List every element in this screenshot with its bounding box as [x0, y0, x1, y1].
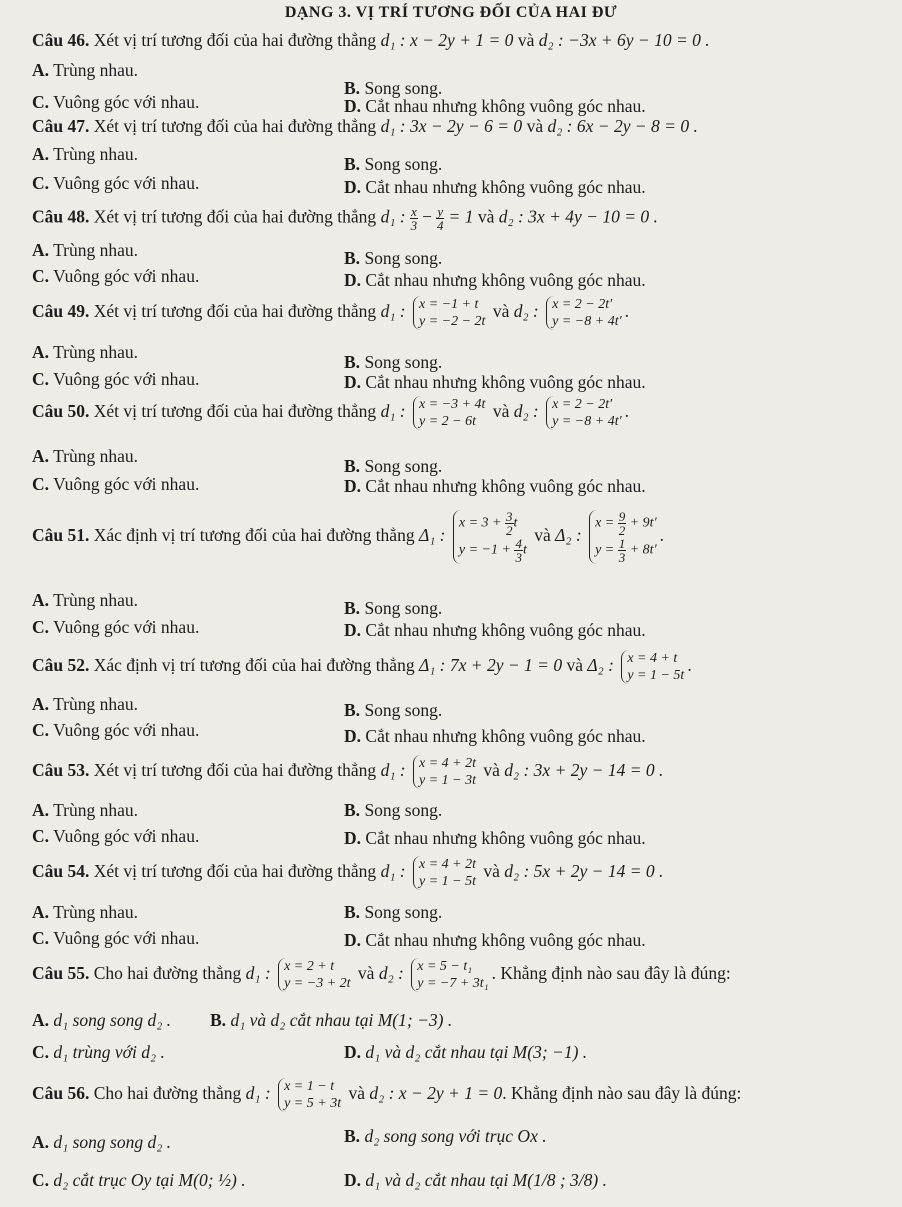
q47-option-c: C. Vuông góc với nhau. — [32, 173, 200, 193]
q46-option-d: D. Cắt nhau nhưng không vuông góc nhau. — [344, 96, 646, 116]
q51-option-b: B. Song song. — [344, 598, 443, 618]
q49-option-a: A. Trùng nhau. — [32, 342, 138, 362]
q56-option-c: C. d₂ cắt trục Oy tại M(0; ½) . — [32, 1170, 246, 1190]
q49-option-d: D. Cắt nhau nhưng không vuông góc nhau. — [344, 372, 646, 392]
q52-option-c: C. Vuông góc với nhau. — [32, 720, 200, 740]
question-50: Câu 50. Xét vị trí tương đối của hai đường thẳng d₁ : x = −3 + 4t y = 2 − 6t và d₂ : x = 2 − 2t′ y = −8 + 4t′. — [32, 397, 630, 429]
question-52: Câu 52. Xác định vị trí tương đối của hai đường thẳng Δ₁ : 7x + 2y − 1 = 0 và Δ₂ : x = 4 + t y = 1 − 5t. — [32, 651, 692, 683]
question-48: Câu 48. Xét vị trí tương đối của hai đường thẳng d₁ : $\frac{x}{3}$ − $\frac{y}{4}$ = 1 và d₂ : 3x + 4y − 10 = 0 . — [32, 204, 658, 233]
section-header: DẠNG 3. VỊ TRÍ TƯƠNG ĐỐI CỦA HAI ĐƯ — [284, 4, 618, 21]
q48-option-a: A. Trùng nhau. — [32, 240, 138, 260]
q54-option-c: C. Vuông góc với nhau. — [32, 928, 200, 948]
q50-option-c: C. Vuông góc với nhau. — [32, 474, 200, 494]
q50-option-d: D. Cắt nhau nhưng không vuông góc nhau. — [344, 476, 646, 496]
q53-option-b: B. Song song. — [344, 800, 443, 820]
question-54: Câu 54. Xét vị trí tương đối của hai đường thẳng d₁ : x = 4 + 2t y = 1 − 5t và d₂ : 5x + 2y − 14 = 0 . — [32, 857, 664, 889]
q50-option-a: A. Trùng nhau. — [32, 446, 138, 466]
question-46: Câu 46. Xét vị trí tương đối của hai đường thẳng d₁ : x − 2y + 1 = 0 và d₂ : −3x + 6y − 10 = 0 . — [32, 30, 710, 50]
q54-option-a: A. Trùng nhau. — [32, 902, 138, 922]
q56-option-b: B. d₂ song song với trục Ox . — [344, 1126, 547, 1146]
q55-option-c: C. d₁ trùng với d₂ . — [32, 1042, 165, 1062]
q55-option-d: D. d₁ và d₂ cắt nhau tại M(3; −1) . — [344, 1042, 588, 1062]
q53-option-d: D. Cắt nhau nhưng không vuông góc nhau. — [344, 828, 646, 848]
question-47: Câu 47. Xét vị trí tương đối của hai đường thẳng d₁ : 3x − 2y − 6 = 0 và d₂ : 6x − 2y − 8 = 0 . — [32, 116, 698, 136]
q48-option-b: B. Song song. — [344, 248, 443, 268]
q53-option-a: A. Trùng nhau. — [32, 800, 138, 820]
q54-option-d: D. Cắt nhau nhưng không vuông góc nhau. — [344, 930, 646, 950]
q56-option-a: A. d₁ song song d₂ . — [32, 1132, 172, 1152]
q46-option-c: C. Vuông góc với nhau. — [32, 92, 200, 112]
q53-option-c: C. Vuông góc với nhau. — [32, 826, 200, 846]
q49-option-c: C. Vuông góc với nhau. — [32, 369, 200, 389]
q52-option-a: A. Trùng nhau. — [32, 694, 138, 714]
q48-option-d: D. Cắt nhau nhưng không vuông góc nhau. — [344, 270, 646, 290]
q46-option-b: B. Song song. — [344, 78, 443, 98]
question-49: Câu 49. Xét vị trí tương đối của hai đường thẳng d₁ : x = −1 + t y = −2 − 2t và d₂ : x = 2 − 2t′ y = −8 + 4t′. — [32, 297, 630, 329]
q56-option-d: D. d₁ và d₂ cắt nhau tại M(1/8 ; 3/8) . — [344, 1170, 607, 1190]
q47-option-a: A. Trùng nhau. — [32, 144, 138, 164]
q47-option-b: B. Song song. — [344, 154, 443, 174]
q51-option-d: D. Cắt nhau nhưng không vuông góc nhau. — [344, 620, 646, 640]
q47-option-d: D. Cắt nhau nhưng không vuông góc nhau. — [344, 177, 646, 197]
question-55: Câu 55. Cho hai đường thẳng d₁ : x = 2 + t y = −3 + 2t và d₂ : x = 5 − t₁ y = −7 + 3t₁. Khẳng định nào sau đây là đúng: — [32, 959, 731, 991]
q50-option-b: B. Song song. — [344, 456, 443, 476]
q55-option-b: B. d₁ và d₂ cắt nhau tại M(1; −3) . — [210, 1010, 453, 1030]
q52-option-b: B. Song song. — [344, 700, 443, 720]
question-56: Câu 56. Cho hai đường thẳng d₁ : x = 1 − t y = 5 + 3t và d₂ : x − 2y + 1 = 0. Khẳng định nào sau đây là đúng: — [32, 1079, 742, 1111]
q48-option-c: C. Vuông góc với nhau. — [32, 266, 200, 286]
question-53: Câu 53. Xét vị trí tương đối của hai đường thẳng d₁ : x = 4 + 2t y = 1 − 3t và d₂ : 3x + 2y − 14 = 0 . — [32, 756, 664, 788]
question-51: Câu 51. Xác định vị trí tương đối của hai đường thẳng Δ₁ : x = 3 + $\frac{3}{2}$ t y = −1 + $\frac{4}{3}$ t và Δ₂ : x = $\frac{9}{2}$ + 9t′ y = $\frac{1}{3}$ + 8t′. — [32, 509, 665, 565]
q52-option-d: D. Cắt nhau nhưng không vuông góc nhau. — [344, 726, 646, 746]
q51-option-a: A. Trùng nhau. — [32, 590, 138, 610]
q49-option-b: B. Song song. — [344, 352, 443, 372]
q55-option-a: A. d₁ song song d₂ . — [32, 1010, 172, 1030]
q54-option-b: B. Song song. — [344, 902, 443, 922]
q51-option-c: C. Vuông góc với nhau. — [32, 617, 200, 637]
q46-option-a: A. Trùng nhau. — [32, 60, 138, 80]
